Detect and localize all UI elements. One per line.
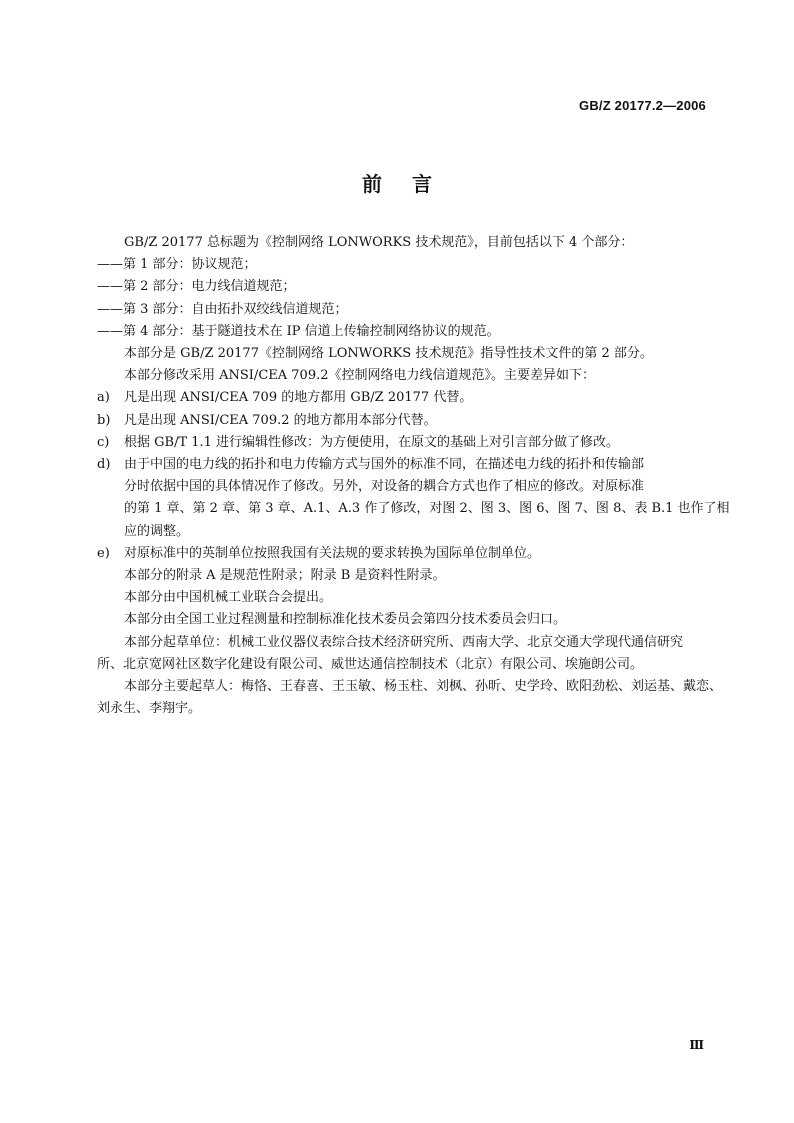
difference-item [97,454,730,543]
difference-text [124,454,730,543]
part-list-item: ——第 3 部分：自由拓扑双绞线信道规范； [97,301,348,317]
part-list-item: ——第 2 部分：电力线信道规范； [97,279,296,295]
list-marker: b) [97,412,111,428]
list-marker: c) [97,434,110,450]
difference-text: 凡是出现 ANSI/CEA 709 的地方都用 GB/Z 20177 代替。 [124,390,473,406]
difference-text-line: 分时依据中国的具体情况作了修改。另外，对设备的耦合方式也作了相应的修改。对原标准 [124,479,645,495]
drafters-line: 刘永生、李翔宇。 [97,701,202,717]
page-title: 前言 [362,172,462,196]
drafting-units-line: 所、北京宽网社区数字化建设有限公司、威世达通信控制技术（北京）有限公司、埃施朗公司。 [97,656,644,672]
centralized-paragraph: 本部分由全国工业过程测量和控制标准化技术委员会第四分技术委员会归口。 [124,612,567,628]
drafting-units-line: 本部分起草单位：机械工业仪器仪表综合技术经济研究所、西南大学、北京交通大学现代通信研究 [124,634,684,650]
list-marker: d) [97,457,111,473]
list-marker: a) [97,390,110,406]
difference-item [97,432,714,454]
difference-text: 凡是出现 ANSI/CEA 709.2 的地方都用本部分代替。 [124,412,437,428]
difference-item [97,387,714,409]
foreword-body [97,232,730,720]
difference-text: 对原标准中的英制单位按照我国有关法规的要求转换为国际单位制单位。 [124,545,541,561]
standard-code: GB/Z 20177.2—2006 [579,98,706,113]
part-list-item: ——第 1 部分：协议规范； [97,257,257,273]
part-list-item: ——第 4 部分：基于隧道技术在 IP 信道上传输控制网络协议的规范。 [97,323,500,339]
difference-text-line: 的第 1 章、第 2 章、第 3 章、A.1、A.3 作了修改，对图 2、图 3、图 6、图 7、图 8、表 B.1 也作了相 [124,501,730,517]
page-number: Ⅲ [689,1038,704,1052]
annex-paragraph: 本部分的附录 A 是规范性附录；附录 B 是资料性附录。 [124,568,446,584]
difference-text-line: 由于中国的电力线的拓扑和电力传输方式与国外的标准不同，在描述电力线的拓扑和传输部 [124,457,645,473]
difference-item [97,410,714,432]
this-part-paragraph: 本部分是 GB/Z 20177《控制网络 LONWORKS 技术规范》指导性技术文件的第 2 部分。 [124,346,653,362]
list-marker: e) [97,545,110,561]
difference-text: 根据 GB/T 1.1 进行编辑性修改：为方便使用，在原文的基础上对引言部分做了修改。 [124,434,620,450]
drafters-line: 本部分主要起草人：梅恪、王春喜、王玉敏、杨玉柱、刘枫、孙昕、史学玲、欧阳劲松、刘运基、戴恋、 [124,679,723,695]
intro-paragraph: GB/Z 20177 总标题为《控制网络 LONWORKS 技术规范》，目前包括以下 4 个部分： [124,235,634,250]
difference-item [97,543,714,565]
adoption-paragraph: 本部分修改采用 ANSI/CEA 709.2《控制网络电力线信道规范》。主要差异如下： [124,368,595,384]
proposed-paragraph: 本部分由中国机械工业联合会提出。 [124,590,333,606]
difference-text-line: 应的调整。 [124,523,190,539]
